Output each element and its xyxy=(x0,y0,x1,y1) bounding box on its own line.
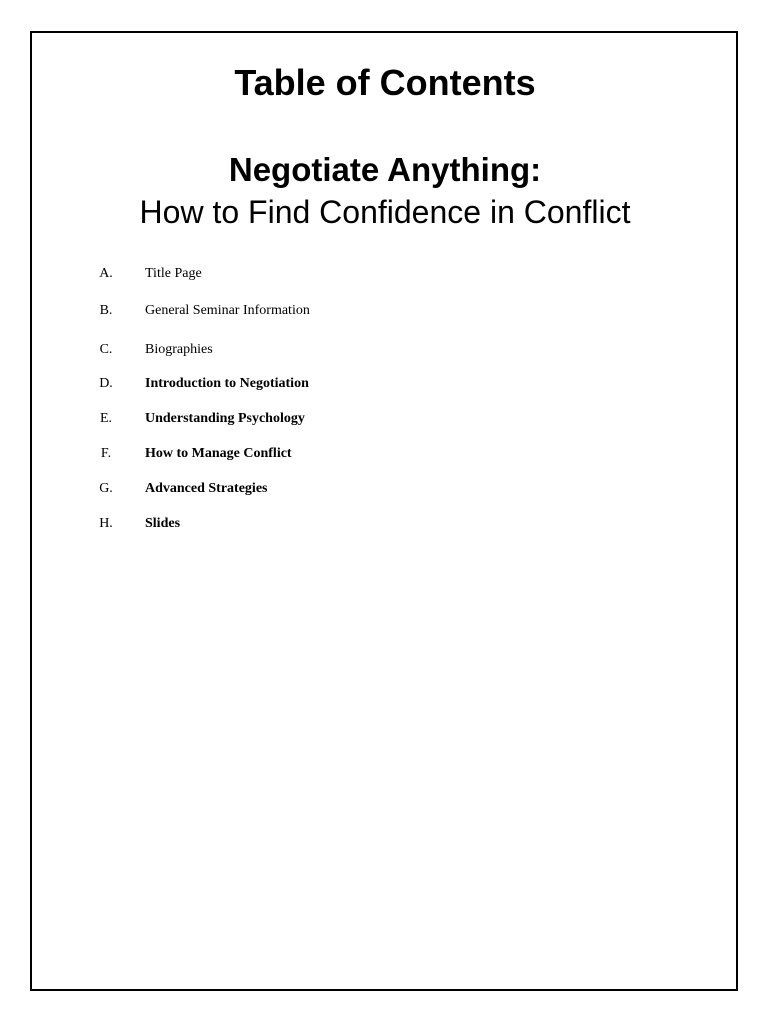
toc-entry xyxy=(0,479,770,499)
toc-entry-letter: A. xyxy=(99,266,113,281)
toc-entry-label: Understanding Psychology xyxy=(145,411,305,426)
toc-heading: Table of Contents xyxy=(234,62,536,103)
toc-entry-letter: H. xyxy=(99,516,113,531)
toc-entry xyxy=(0,374,770,394)
toc-entry-letter: E. xyxy=(99,411,113,426)
toc-entry xyxy=(0,409,770,429)
toc-entry-letter: B. xyxy=(99,303,113,318)
toc-entry xyxy=(0,264,770,284)
toc-entry-label: Introduction to Negotiation xyxy=(145,376,309,391)
toc-entry-label: Title Page xyxy=(145,266,202,281)
toc-entry-label: Advanced Strategies xyxy=(145,481,268,496)
toc-entry xyxy=(0,444,770,464)
toc-entry-label: Biographies xyxy=(145,342,213,357)
toc-entry-letter: G. xyxy=(99,481,113,496)
toc-entry-letter: F. xyxy=(100,446,112,461)
toc-entry-label: Slides xyxy=(145,516,181,531)
toc-entry xyxy=(0,514,770,534)
seminar-title: Negotiate Anything: xyxy=(228,151,542,188)
seminar-subtitle: How to Find Confidence in Conflict xyxy=(139,194,631,230)
toc-entry-label: General Seminar Information xyxy=(145,303,310,318)
toc-entry-letter: D. xyxy=(99,376,113,391)
toc-entry xyxy=(0,301,770,321)
toc-entry xyxy=(0,340,770,360)
toc-entry-letter: C. xyxy=(99,342,113,357)
toc-entry-label: How to Manage Conflict xyxy=(145,446,292,461)
